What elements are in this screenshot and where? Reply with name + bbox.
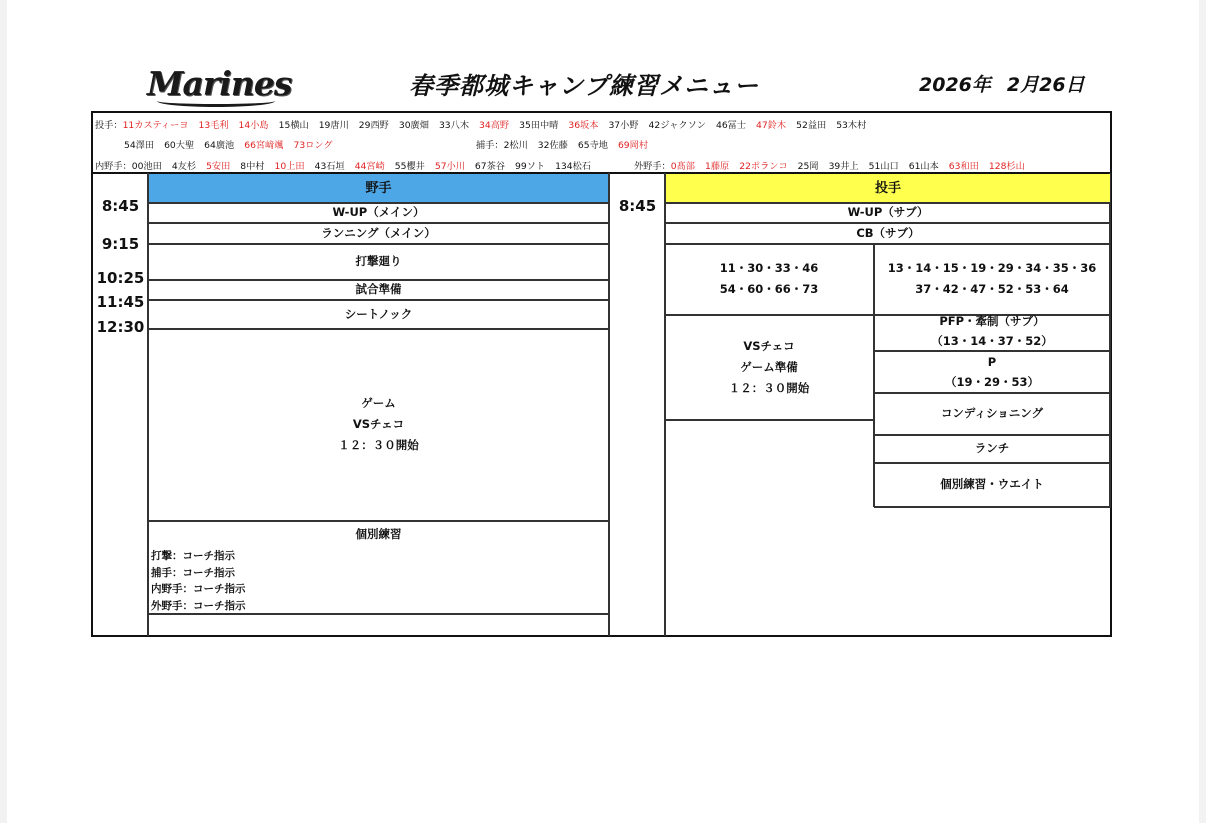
player-name: 44宮崎 (354, 161, 385, 172)
note-line: 打撃：コーチ指示 (151, 550, 235, 562)
divider (874, 506, 1111, 508)
player-name: 10上田 (274, 161, 305, 172)
infielders-label: 内野手： (95, 161, 132, 172)
date-year: 2026年 (919, 74, 991, 96)
pitchers-game (665, 315, 873, 419)
time-label: 12:30 (96, 318, 145, 336)
pfp-line: PFP・牽制（サブ） (939, 314, 1045, 328)
player-name: 67茶谷 (474, 161, 505, 172)
pitchers-p (874, 351, 1110, 392)
logo-swoosh-decoration (157, 98, 275, 107)
fielders-sheet-knock: シートノック (344, 306, 413, 321)
catchers-label: 捕手： (476, 140, 504, 151)
fielders-header: 野手 (149, 174, 608, 202)
pitchers-wup: W-UP（サブ） (847, 205, 929, 219)
player-name: 25岡 (797, 161, 819, 172)
roster-catchers (476, 137, 668, 151)
outfielders-label: 外野手： (634, 161, 671, 172)
pitchers-group-a (665, 244, 873, 314)
pitchers-game-line: １２：３０開始 (728, 380, 810, 395)
fielders-game-line: VSチェコ (352, 417, 405, 431)
player-name: 99ソト (515, 161, 546, 172)
player-name: 11カスティーヨ (122, 120, 189, 131)
roster-outfielders (634, 158, 1045, 172)
time-label: 10:25 (96, 269, 145, 287)
page-title: 春季都城キャンプ練習メニュー (409, 72, 759, 100)
player-name: 4友杉 (171, 161, 197, 172)
player-name: 30廣畑 (398, 120, 429, 131)
time-label: 8:45 (618, 197, 657, 215)
fielders-game-prep: 試合準備 (355, 282, 402, 296)
pitchers-individual-weight: 個別練習・ウエイト (940, 477, 1044, 491)
player-name: 55櫻井 (394, 161, 425, 172)
player-name: 19唐川 (318, 120, 349, 131)
fielders-running: ランニング（メイン） (321, 225, 436, 240)
player-name: 128杉山 (988, 161, 1025, 172)
player-name: 73ロング (293, 140, 333, 151)
date-day: 2月26日 (1006, 74, 1085, 96)
fielders-game-line: １２：３０開始 (338, 438, 419, 452)
outfielders-list (671, 161, 1035, 172)
player-name: 54澤田 (124, 140, 155, 151)
player-name: 00池田 (131, 161, 162, 172)
fielders-individual-notes (151, 548, 246, 614)
p-line: （19・29・53） (944, 374, 1039, 389)
divider (665, 419, 874, 421)
player-name: 2松川 (503, 140, 528, 151)
pitchers-conditioning: コンディショニング (940, 406, 1044, 420)
player-name: 42ジャクソン (648, 120, 706, 131)
pitchers-cb: CB（サブ） (856, 225, 920, 240)
group-b-line: 13・14・15・19・29・34・35・36 (887, 261, 1097, 275)
pitchers-label: 投手： (95, 120, 123, 131)
player-name: 29西野 (358, 120, 389, 131)
fielders-individual-title: 個別練習 (355, 526, 402, 541)
roster-pitchers-row1 (95, 117, 886, 131)
infielders-list (132, 161, 601, 172)
player-name: 51山口 (868, 161, 899, 172)
player-name: 47鈴木 (756, 120, 787, 131)
player-name: 5安田 (206, 161, 231, 172)
pitchers-game-line: VSチェコ (743, 338, 795, 353)
fielders-wup: W-UP（メイン） (332, 205, 425, 219)
catchers-list (504, 140, 658, 151)
player-name: 60大聖 (164, 140, 195, 151)
player-name: 8中村 (240, 161, 265, 172)
time-label: 8:45 (101, 197, 140, 215)
player-name: 64廣池 (204, 140, 235, 151)
fielders-game-line: ゲーム (361, 396, 396, 410)
time-label: 9:15 (101, 235, 140, 253)
player-name: 63和田 (948, 161, 979, 172)
player-name: 61山本 (908, 161, 939, 172)
player-name: 35田中晴 (519, 120, 559, 131)
group-a-line: 11・30・33・46 (719, 261, 819, 275)
fielders-game (148, 329, 609, 520)
fielders-batting: 打撃廻り (355, 254, 402, 268)
player-name: 1藤原 (704, 161, 730, 172)
player-name: 34高野 (479, 120, 510, 131)
divider (148, 520, 609, 522)
player-name: 33八木 (438, 120, 470, 131)
date (919, 70, 1101, 97)
player-name: 32佐藤 (537, 140, 568, 151)
pitchers-list-cont (124, 140, 343, 151)
player-name: 13毛利 (198, 120, 229, 131)
player-name: 37小野 (608, 120, 639, 131)
player-name: 43石垣 (314, 161, 345, 172)
pitchers-list (123, 120, 877, 131)
divider (148, 613, 609, 615)
player-name: 14小島 (238, 120, 269, 131)
pitchers-lunch: ランチ (974, 441, 1010, 455)
player-name: 52益田 (796, 120, 827, 131)
roster-box (91, 111, 1112, 174)
player-name: 69岡村 (617, 140, 649, 151)
player-name: 134松石 (555, 161, 591, 172)
player-name: 65寺地 (577, 140, 608, 151)
player-name: 15横山 (278, 120, 309, 131)
group-b-line: 37・42・47・52・53・64 (915, 282, 1069, 296)
p-line: P (987, 354, 997, 369)
roster-pitchers-row2 (124, 137, 353, 151)
pitchers-header: 投手 (666, 174, 1110, 202)
roster-infielders (95, 158, 611, 172)
pitchers-group-b (874, 244, 1110, 314)
player-name: 36坂本 (568, 120, 599, 131)
player-name: 57小川 (434, 161, 465, 172)
player-name: 53木村 (836, 120, 867, 131)
player-name: 39井上 (828, 161, 859, 172)
time-label: 11:45 (96, 293, 145, 311)
player-name: 0髙部 (670, 161, 695, 172)
note-line: 捕手：コーチ指示 (151, 566, 235, 579)
pitchers-pfp (874, 312, 1110, 350)
player-name: 66宮﨑颯 (244, 140, 284, 151)
note-line: 外野手：コーチ指示 (151, 599, 246, 612)
pitchers-game-line: ゲーム準備 (740, 359, 798, 374)
player-name: 22ポランコ (739, 161, 788, 172)
note-line: 内野手：コーチ指示 (151, 583, 246, 595)
group-a-line: 54・60・66・73 (719, 282, 819, 296)
player-name: 46冨士 (715, 120, 747, 131)
pfp-line: （13・14・37・52） (931, 334, 1053, 348)
marines-logo: Marines (147, 64, 292, 103)
